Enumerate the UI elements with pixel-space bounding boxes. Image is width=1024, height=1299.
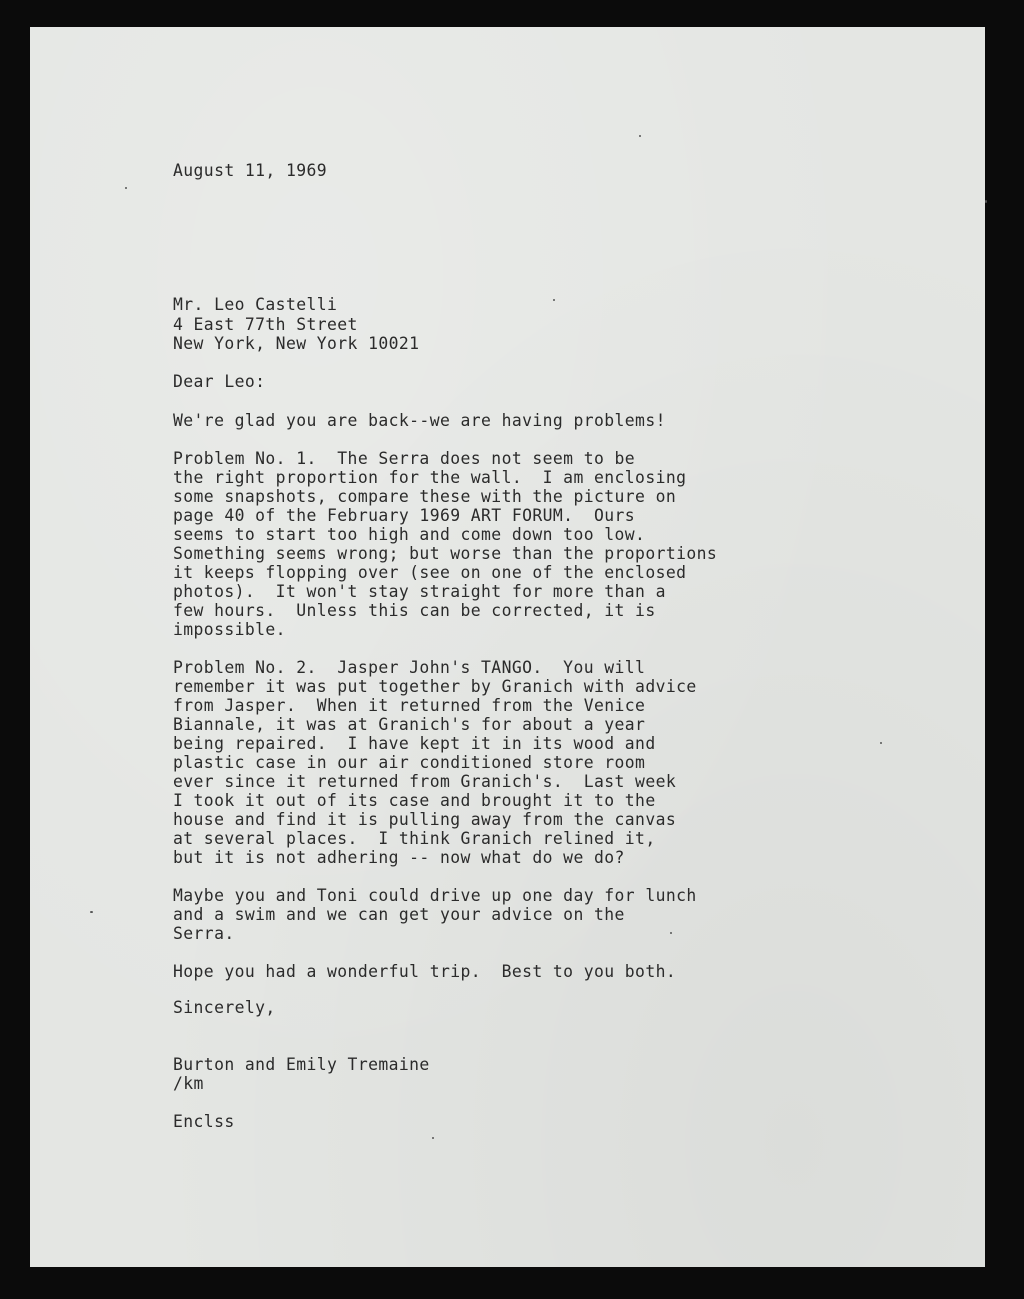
recipient-name: Mr. Leo Castelli [173,295,338,314]
text-line: I took it out of its case and brought it to the [173,791,656,810]
text-line: impossible. [173,620,286,639]
text-line: and a swim and we can get your advice on the [173,905,625,924]
paper-speck [639,135,641,137]
paper-speck [90,911,93,913]
text-line: photos). It won't stay straight for more than a [173,582,666,601]
paper-speck [432,1137,434,1139]
text-line: ever since it returned from Granich's. Last week [173,772,677,791]
text-line: from Jasper. When it returned from the Venice [173,696,646,715]
text-line: at several places. I think Granich relined it, [173,829,656,848]
letter-page [30,27,985,1267]
paper-speck [880,742,882,744]
paper-speck [670,932,672,934]
paper-speck [125,187,127,189]
text-line: Serra. [173,924,235,943]
text-line: page 40 of the February 1969 ART FORUM. Ours [173,506,636,525]
text-line: house and find it is pulling away from the canvas [173,810,677,829]
text-line: some snapshots, compare these with the picture on [173,487,677,506]
text-line: few hours. Unless this can be corrected, it is [173,601,656,620]
closing-wish: Hope you had a wonderful trip. Best to you both. [173,962,677,981]
signature: Burton and Emily Tremaine [173,1055,430,1074]
recipient-city: New York, New York 10021 [173,334,420,353]
text-line: but it is not adhering -- now what do we do? [173,848,625,867]
text-line: remember it was put together by Granich with advice [173,677,697,696]
enclosures-note: Enclss [173,1112,235,1131]
text-line: Problem No. 2. Jasper John's TANGO. You will [173,658,646,677]
signoff: Sincerely, [173,998,276,1017]
recipient-street: 4 East 77th Street [173,315,358,334]
text-line: Something seems wrong; but worse than the proportions [173,544,718,563]
text-line: being repaired. I have kept it in its wood and [173,734,656,753]
opening-line: We're glad you are back--we are having problems! [173,411,666,430]
text-line: it keeps flopping over (see on one of the enclosed [173,563,687,582]
salutation: Dear Leo: [173,372,266,391]
paper-speck [553,299,555,301]
text-line: plastic case in our air conditioned store room [173,753,646,772]
text-line: seems to start too high and come down too low. [173,525,646,544]
text-line: Biannale, it was at Granich's for about a year [173,715,646,734]
typist-initials: /km [173,1074,204,1093]
text-line: Maybe you and Toni could drive up one day for lunch [173,886,697,905]
paper-speck [985,200,987,203]
text-line: Problem No. 1. The Serra does not seem to be [173,449,636,468]
text-line: the right proportion for the wall. I am enclosing [173,468,687,487]
letter-date: August 11, 1969 [173,161,328,180]
